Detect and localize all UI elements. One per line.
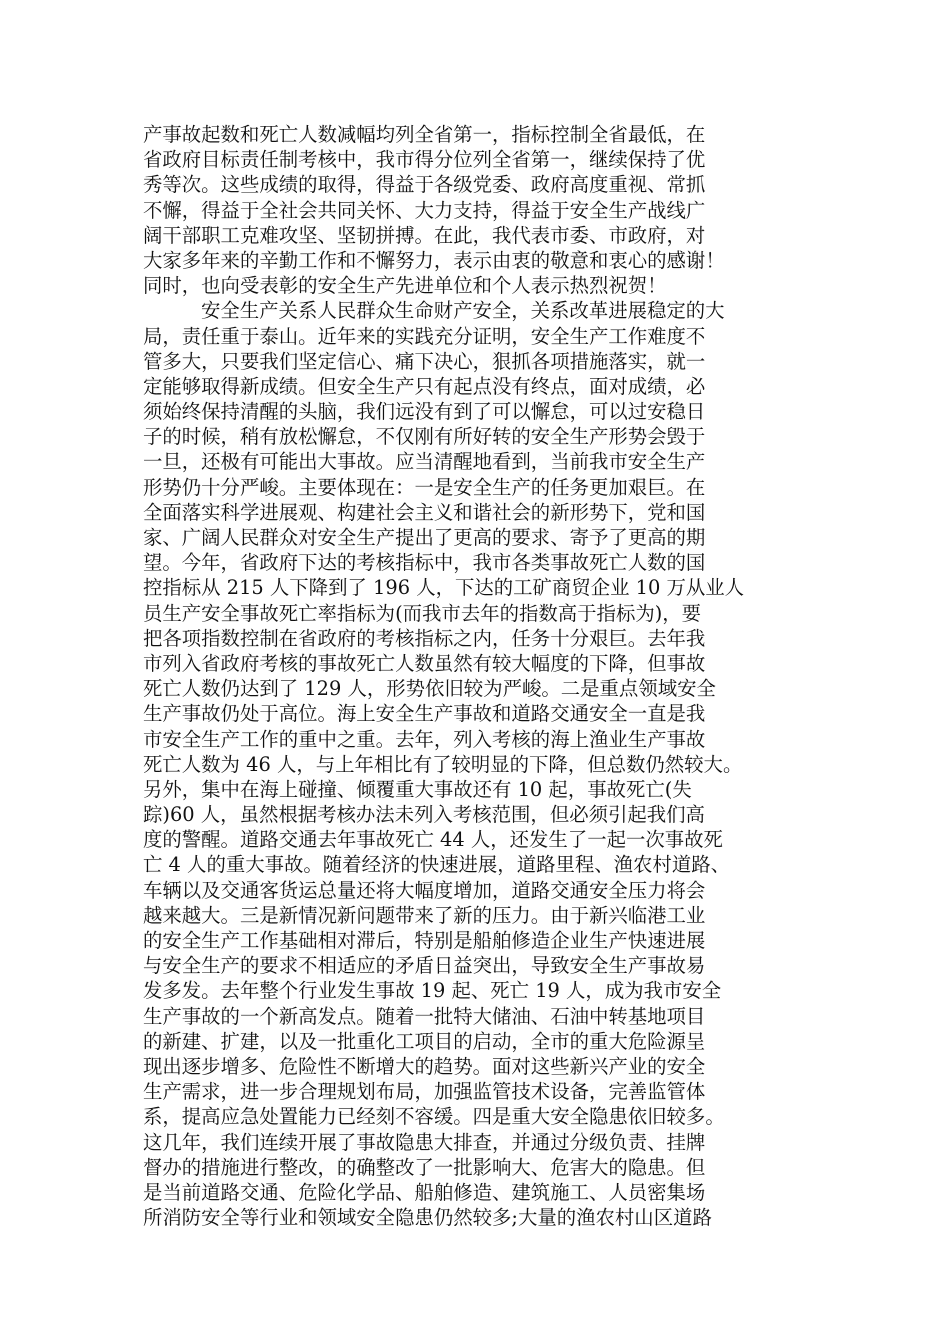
text-line: 踪)60 人，虽然根据考核办法未列入考核范围，但必须引起我们高 [143, 803, 705, 827]
text-line: 定能够取得新成绩。但安全生产只有起点没有终点，面对成绩，必 [143, 374, 706, 398]
text-line: 亡 4 人的重大事故。随着经济的快速进展，道路里程、渔农村道路、 [143, 853, 730, 877]
text-line: 把各项指数控制在省政府的考核指标之内，任务十分艰巨。去年我 [143, 626, 706, 650]
text-line: 同时，也向受表彰的安全生产先进单位和个人表示热烈祝贺！ [143, 274, 667, 298]
text-line: 车辆以及交通客货运总量还将大幅度增加，道路交通安全压力将会 [143, 878, 706, 902]
text-line: 发多发。去年整个行业发生事故 19 起、死亡 19 人，成为我市安全 [143, 979, 722, 1003]
text-line: 市安全生产工作的重中之重。去年，列入考核的海上渔业生产事故 [143, 727, 706, 751]
text-line: 管多大，只要我们坚定信心、痛下决心，狠抓各项措施落实，就一 [143, 349, 706, 373]
text-line: 这几年，我们连续开展了事故隐患大排查，并通过分级负责、挂牌 [143, 1130, 706, 1154]
text-line: 形势仍十分严峻。主要体现在：一是安全生产的任务更加艰巨。在 [143, 475, 706, 499]
text-line: 与安全生产的要求不相适应的矛盾日益突出，导致安全生产事故易 [143, 954, 706, 978]
body-text [143, 122, 823, 1230]
text-line: 一旦，还极有可能出大事故。应当清醒地看到，当前我市安全生产 [143, 450, 706, 474]
text-line: 是当前道路交通、危险化学品、船舶修造、建筑施工、人员密集场 [143, 1180, 706, 1204]
text-line: 不懈，得益于全社会共同关怀、大力支持，得益于安全生产战线广 [143, 198, 706, 222]
text-line: 市列入省政府考核的事故死亡人数虽然有较大幅度的下降，但事故 [143, 651, 706, 675]
text-line: 系，提高应急处置能力已经刻不容缓。四是重大安全隐患依旧较多。 [143, 1105, 725, 1129]
text-line: 省政府目标责任制考核中，我市得分位列全省第一，继续保持了优 [143, 148, 706, 172]
text-line: 所消防安全等行业和领域安全隐患仍然较多;大量的渔农村山区道路 [143, 1206, 712, 1230]
text-line: 须始终保持清醒的头脑，我们远没有到了可以懈怠，可以过安稳日 [143, 400, 706, 424]
text-line: 的新建、扩建，以及一批重化工项目的启动，全市的重大危险源呈 [143, 1029, 706, 1053]
text-line: 望。今年，省政府下达的考核指标中，我市各类事故死亡人数的国 [143, 551, 706, 575]
text-line: 秀等次。这些成绩的取得，得益于各级党委、政府高度重视、常抓 [143, 173, 706, 197]
text-line: 阔干部职工克难攻坚、坚韧拼搏。在此，我代表市委、市政府，对 [143, 223, 706, 247]
text-line: 生产事故的一个新高发点。随着一批特大储油、石油中转基地项目 [143, 1004, 706, 1028]
text-line: 死亡人数为 46 人，与上年相比有了较明显的下降，但总数仍然较大。 [143, 752, 743, 776]
text-line: 度的警醒。道路交通去年事故死亡 44 人，还发生了一起一次事故死 [143, 828, 723, 852]
text-line: 生产事故仍处于高位。海上安全生产事故和道路交通安全一直是我 [143, 702, 706, 726]
text-line: 局，责任重于泰山。近年来的实践充分证明，安全生产工作难度不 [143, 324, 706, 348]
text-line: 子的时候，稍有放松懈怠，不仅刚有所好转的安全生产形势会毁于 [143, 425, 706, 449]
text-line: 家、广阔人民群众对安全生产提出了更高的要求、寄予了更高的期 [143, 526, 706, 549]
text-line: 大家多年来的辛勤工作和不懈努力，表示由衷的敬意和衷心的感谢！ [143, 248, 725, 272]
text-line: 全面落实科学进展观、构建社会主义和谐社会的新形势下，党和国 [143, 500, 706, 524]
paragraph-first-line: 安全生产关系人民群众生命财产安全，关系改革进展稳定的大 [201, 299, 725, 323]
text-line: 控指标从 215 人下降到了 196 人，下达的工矿商贸企业 10 万从业人 [143, 576, 745, 600]
text-line: 越来越大。三是新情况新问题带来了新的压力。由于新兴临港工业 [143, 903, 706, 927]
text-line: 的安全生产工作基础相对滞后，特别是船舶修造企业生产快速进展 [143, 929, 706, 952]
text-line: 死亡人数仍达到了 129 人，形势依旧较为严峻。二是重点领域安全 [143, 677, 716, 701]
text-line: 产事故起数和死亡人数减幅均列全省第一，指标控制全省最低，在 [143, 123, 706, 146]
text-line: 另外，集中在海上碰撞、倾覆重大事故还有 10 起，事故死亡(失 [143, 777, 692, 801]
text-line: 督办的措施进行整改，的确整改了一批影响大、危害大的隐患。但 [143, 1155, 706, 1179]
text-line: 现出逐步增多、危险性不断增大的趋势。面对这些新兴产业的安全 [143, 1054, 706, 1078]
text-line: 生产需求，进一步合理规划布局，加强监管技术设备，完善监管体 [143, 1080, 706, 1104]
text-line: 员生产安全事故死亡率指标为(而我市去年的指数高于指标为)，要 [143, 601, 702, 625]
